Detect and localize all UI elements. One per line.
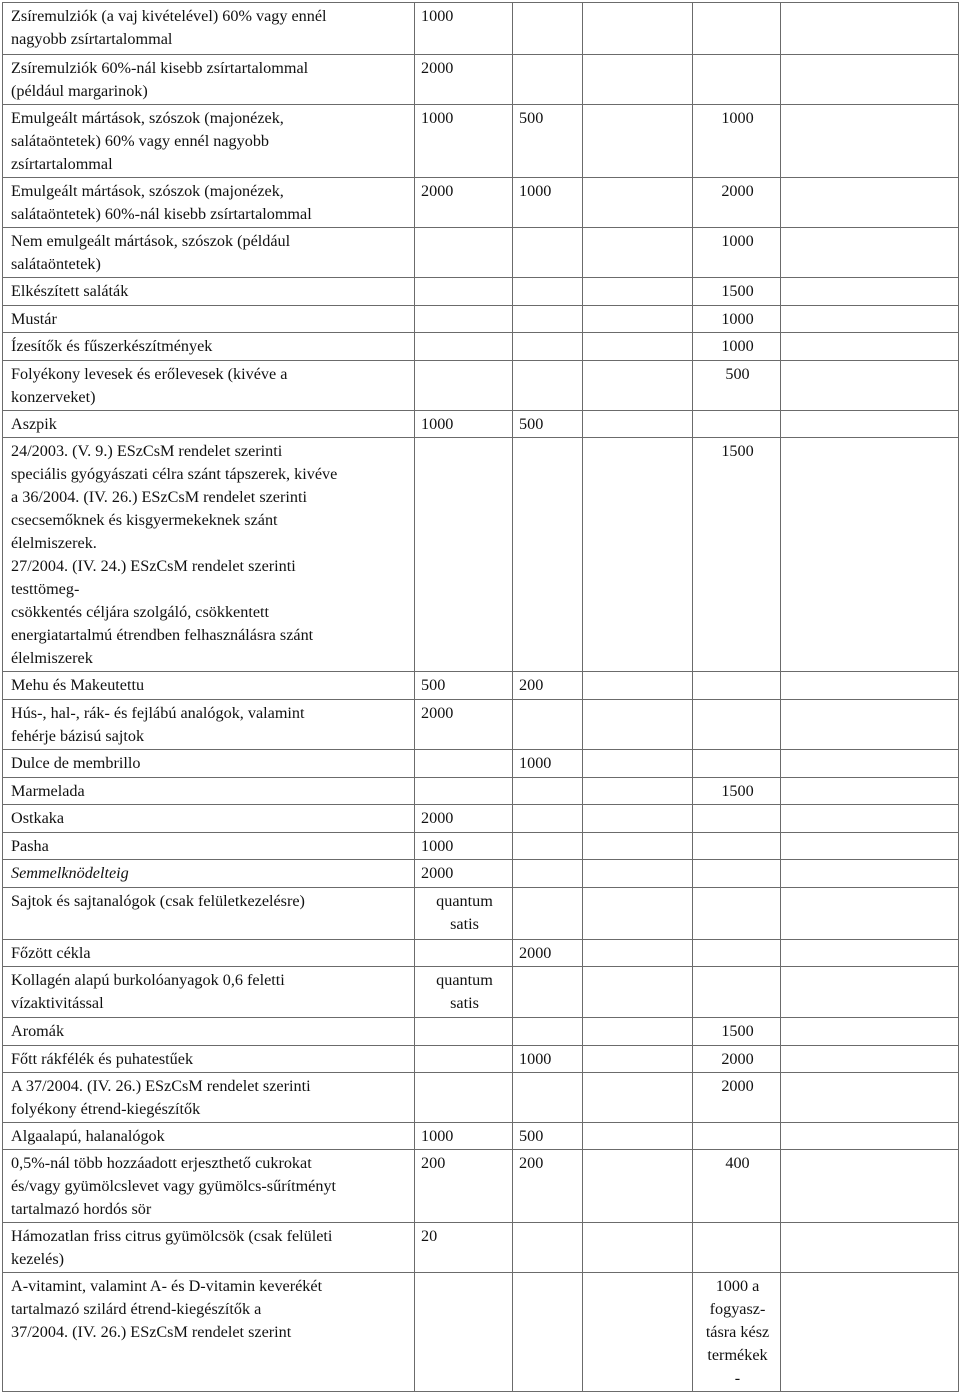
limit-value-1: 200 <box>415 1150 513 1223</box>
limit-value-4: 1500 <box>693 778 781 805</box>
limit-value-1: 1000 <box>415 833 513 860</box>
limit-value-2 <box>513 1073 583 1123</box>
food-category-line: salátaöntetek) 60% vagy ennél nagyobb <box>11 132 270 150</box>
limit-value-1 <box>415 1018 513 1046</box>
limit-value-4: 1500 <box>693 278 781 306</box>
limit-value-3 <box>583 778 693 805</box>
table-row <box>3 178 959 228</box>
limit-value-4: 1000 <box>693 105 781 178</box>
empty-cell <box>781 3 959 55</box>
food-category-cell <box>3 178 415 228</box>
food-category-line: csökkentés céljára szolgáló, csökkentett <box>11 603 270 621</box>
food-category-line: Nem emulgeált mártások, szószok (például <box>11 232 291 250</box>
limit-value-3 <box>583 1123 693 1150</box>
limit-value-4: 2000 <box>693 178 781 228</box>
empty-cell <box>781 1073 959 1123</box>
food-category-cell <box>3 361 415 411</box>
limit-value-2: 2000 <box>513 940 583 967</box>
limit-value-4: 400 <box>693 1150 781 1223</box>
limit-value-2: 500 <box>513 105 583 178</box>
empty-cell <box>781 1018 959 1046</box>
food-category-line: Folyékony levesek és erőlevesek (kivéve a <box>11 365 288 383</box>
table-row <box>3 778 959 805</box>
limit-value-3 <box>583 333 693 361</box>
limit-value-1: 20 <box>415 1223 513 1273</box>
limit-value-3 <box>583 1018 693 1046</box>
food-category-line: 0,5%-nál több hozzáadott erjeszthető cukrokat <box>11 1154 312 1172</box>
limit-value-4 <box>693 411 781 438</box>
food-category-line: 37/2004. (IV. 26.) ESzCsM rendelet szerint <box>11 1323 292 1341</box>
food-category-line: Mehu és Makeutettu <box>11 676 145 694</box>
limit-value-3 <box>583 860 693 888</box>
table-row <box>3 411 959 438</box>
limit-value-4 <box>693 940 781 967</box>
limit-value-1 <box>415 750 513 778</box>
food-category-line: 24/2003. (V. 9.) ESzCsM rendelet szerinti <box>11 442 283 460</box>
limit-value-3 <box>583 105 693 178</box>
food-category-line: Zsíremulziók (a vaj kivételével) 60% vagy ennél <box>11 7 327 25</box>
food-category-line: salátaöntetek) 60%-nál kisebb zsírtartalommal <box>11 205 312 223</box>
food-category-cell <box>3 940 415 967</box>
food-category-line: Aszpik <box>11 415 57 433</box>
table-row <box>3 1223 959 1273</box>
table-row <box>3 1123 959 1150</box>
table-row <box>3 278 959 306</box>
limit-value-3 <box>583 3 693 55</box>
food-category-cell <box>3 228 415 278</box>
limit-value-1 <box>415 967 513 1018</box>
limit-value-2 <box>513 805 583 833</box>
food-category-cell <box>3 1273 415 1392</box>
empty-cell <box>781 700 959 750</box>
table-row <box>3 940 959 967</box>
empty-cell <box>781 306 959 333</box>
limit-value-2 <box>513 1273 583 1392</box>
limit-value-2 <box>513 333 583 361</box>
food-category-line: tartalmazó hordós sör <box>11 1200 152 1218</box>
limit-value-line: 1000 a <box>715 1277 760 1295</box>
limit-value-3 <box>583 1046 693 1073</box>
limit-value-2: 200 <box>513 672 583 700</box>
limit-value-1: 1000 <box>415 105 513 178</box>
food-category-line: A 37/2004. (IV. 26.) ESzCsM rendelet szerinti <box>11 1077 311 1095</box>
limit-value-1 <box>415 228 513 278</box>
food-category-line: Emulgeált mártások, szószok (majonézek, <box>11 109 284 127</box>
food-category-cell <box>3 1123 415 1150</box>
table-row <box>3 672 959 700</box>
limit-value-3 <box>583 940 693 967</box>
food-category-cell <box>3 1073 415 1123</box>
limit-value-4: 1000 <box>693 333 781 361</box>
limit-value-3 <box>583 805 693 833</box>
empty-cell <box>781 833 959 860</box>
food-category-line: Hús-, hal-, rák- és fejlábú analógok, valamint <box>11 704 305 722</box>
food-category-cell <box>3 833 415 860</box>
food-category-cell <box>3 888 415 940</box>
limit-value-3 <box>583 178 693 228</box>
limit-value-4: 1500 <box>693 438 781 672</box>
food-category-line: Zsíremulziók 60%-nál kisebb zsírtartalommal <box>11 59 309 77</box>
limit-value-1: 1000 <box>415 411 513 438</box>
food-category-line: testtömeg- <box>11 580 80 598</box>
food-category-cell <box>3 3 415 55</box>
food-category-cell <box>3 438 415 672</box>
limit-value-4 <box>693 860 781 888</box>
limit-value-3 <box>583 1150 693 1223</box>
limit-value-3 <box>583 700 693 750</box>
limit-value-2 <box>513 438 583 672</box>
limit-value-3 <box>583 306 693 333</box>
table-row <box>3 967 959 1018</box>
table-row <box>3 1018 959 1046</box>
table-row <box>3 888 959 940</box>
limit-value-1: 1000 <box>415 1123 513 1150</box>
limit-value-4 <box>693 833 781 860</box>
limit-value-2: 1000 <box>513 750 583 778</box>
food-category-line: Marmelada <box>11 782 85 800</box>
food-category-cell <box>3 700 415 750</box>
limit-value-2 <box>513 1018 583 1046</box>
limit-value-line: tásra kész <box>705 1323 770 1341</box>
food-category-line: speciális gyógyászati célra szánt tápszerek, kivéve <box>11 465 338 483</box>
table-row <box>3 1073 959 1123</box>
table-row <box>3 833 959 860</box>
food-category-cell <box>3 778 415 805</box>
food-category-cell <box>3 672 415 700</box>
food-category-line: Hámozatlan friss citrus gyümölcsök (csak felületi <box>11 1227 333 1245</box>
limit-value-2 <box>513 3 583 55</box>
food-category-cell <box>3 411 415 438</box>
food-category-line: energiatartalmú étrendben felhasználásra szánt <box>11 626 314 644</box>
limit-value-1: 500 <box>415 672 513 700</box>
food-category-line: csecsemőknek és kisgyermekeknek szánt <box>11 511 278 529</box>
limit-value-4: 2000 <box>693 1046 781 1073</box>
empty-cell <box>781 967 959 1018</box>
limit-value-2: 1000 <box>513 178 583 228</box>
table-row <box>3 306 959 333</box>
limit-value-3 <box>583 55 693 105</box>
food-category-cell <box>3 967 415 1018</box>
food-category-line: Algaalapú, halanalógok <box>11 1127 165 1145</box>
food-category-cell <box>3 333 415 361</box>
empty-cell <box>781 860 959 888</box>
food-category-line: folyékony étrend-kiegészítők <box>11 1100 201 1118</box>
food-category-cell <box>3 1046 415 1073</box>
limit-value-3 <box>583 1073 693 1123</box>
table-row <box>3 700 959 750</box>
food-category-line: konzerveket) <box>11 388 96 406</box>
food-category-line: élelmiszerek <box>11 649 93 667</box>
empty-cell <box>781 1046 959 1073</box>
empty-cell <box>781 361 959 411</box>
limit-value-4 <box>693 1273 781 1392</box>
limit-value-1 <box>415 1046 513 1073</box>
empty-cell <box>781 1273 959 1392</box>
limit-value-1 <box>415 1273 513 1392</box>
limit-value-3 <box>583 1273 693 1392</box>
food-category-line: Emulgeált mártások, szószok (majonézek, <box>11 182 284 200</box>
food-category-cell <box>3 1150 415 1223</box>
empty-cell <box>781 333 959 361</box>
quantum-satis-text: quantum satis <box>436 892 493 933</box>
food-category-line: és/vagy gyümölcslevet vagy gyümölcs-sűrítményt <box>11 1177 337 1195</box>
limit-value-4 <box>693 1223 781 1273</box>
limit-value-1 <box>415 888 513 940</box>
limit-value-3 <box>583 228 693 278</box>
food-category-line: élelmiszerek. <box>11 534 97 552</box>
table-row <box>3 361 959 411</box>
table-row <box>3 333 959 361</box>
food-category-cell <box>3 105 415 178</box>
limit-value-line: - <box>734 1369 741 1387</box>
limit-value-3 <box>583 672 693 700</box>
limit-value-line: termékek <box>707 1346 768 1364</box>
food-category-line: Mustár <box>11 310 57 328</box>
limit-value-1 <box>415 940 513 967</box>
limit-value-1: 2000 <box>415 55 513 105</box>
food-category-line: Aromák <box>11 1022 65 1040</box>
food-category-line: Elkészített saláták <box>11 282 129 300</box>
empty-cell <box>781 672 959 700</box>
food-category-line: Semmelknödelteig <box>11 864 129 882</box>
food-category-line: (például margarinok) <box>11 82 148 100</box>
food-category-line: Dulce de membrillo <box>11 754 141 772</box>
empty-cell <box>781 1150 959 1223</box>
limit-value-3 <box>583 361 693 411</box>
food-category-line: tartalmazó szilárd étrend-kiegészítők a <box>11 1300 262 1318</box>
empty-cell <box>781 888 959 940</box>
empty-cell <box>781 278 959 306</box>
limit-value-1 <box>415 278 513 306</box>
limit-value-1 <box>415 778 513 805</box>
limit-value-2 <box>513 55 583 105</box>
empty-cell <box>781 55 959 105</box>
limit-value-4: 1000 <box>693 306 781 333</box>
limit-value-1: 2000 <box>415 700 513 750</box>
table-row <box>3 1046 959 1073</box>
food-category-line: kezelés) <box>11 1250 65 1268</box>
limit-value-1 <box>415 333 513 361</box>
food-category-cell <box>3 860 415 888</box>
empty-cell <box>781 805 959 833</box>
table-row <box>3 805 959 833</box>
limit-value-2 <box>513 778 583 805</box>
table-body <box>3 3 959 1392</box>
limit-value-4: 500 <box>693 361 781 411</box>
limit-value-2 <box>513 967 583 1018</box>
empty-cell <box>781 411 959 438</box>
limit-value-1 <box>415 306 513 333</box>
limit-value-4: 2000 <box>693 1073 781 1123</box>
food-category-line: Sajtok és sajtanalógok (csak felületkezelésre) <box>11 892 305 910</box>
limit-value-3 <box>583 278 693 306</box>
empty-cell <box>781 1123 959 1150</box>
limit-value-line: fogyasz- <box>709 1300 766 1318</box>
table-row <box>3 750 959 778</box>
food-category-cell <box>3 805 415 833</box>
limit-value-3 <box>583 750 693 778</box>
food-category-line: Kollagén alapú burkolóanyagok 0,6 feletti <box>11 971 285 989</box>
limit-value-2: 200 <box>513 1150 583 1223</box>
food-category-line: Ízesítők és fűszerkészítmények <box>11 337 213 355</box>
limit-value-4 <box>693 700 781 750</box>
food-category-line: Pasha <box>11 837 49 855</box>
limit-value-2 <box>513 700 583 750</box>
limit-value-1 <box>415 438 513 672</box>
empty-cell <box>781 228 959 278</box>
food-category-cell <box>3 1018 415 1046</box>
limit-value-1: 2000 <box>415 805 513 833</box>
limit-value-2 <box>513 888 583 940</box>
table-row <box>3 1150 959 1223</box>
limit-value-2: 500 <box>513 411 583 438</box>
limit-value-4 <box>693 55 781 105</box>
food-category-line: Ostkaka <box>11 809 65 827</box>
limit-value-3 <box>583 438 693 672</box>
table-row <box>3 228 959 278</box>
empty-cell <box>781 438 959 672</box>
food-category-cell <box>3 750 415 778</box>
limit-value-4 <box>693 1123 781 1150</box>
limit-value-2 <box>513 306 583 333</box>
table-row <box>3 105 959 178</box>
food-category-cell <box>3 278 415 306</box>
table-row <box>3 1273 959 1392</box>
limit-value-4 <box>693 805 781 833</box>
food-category-line: salátaöntetek) <box>11 255 101 273</box>
limit-value-3 <box>583 888 693 940</box>
limit-value-4 <box>693 3 781 55</box>
empty-cell <box>781 105 959 178</box>
food-category-cell <box>3 306 415 333</box>
table-row <box>3 3 959 55</box>
food-category-line: a 36/2004. (IV. 26.) ESzCsM rendelet szerinti <box>11 488 307 506</box>
food-category-cell <box>3 1223 415 1273</box>
limit-value-2: 1000 <box>513 1046 583 1073</box>
limit-value-1 <box>415 361 513 411</box>
limit-value-4: 1500 <box>693 1018 781 1046</box>
limit-value-3 <box>583 967 693 1018</box>
food-category-line: vízaktivitással <box>11 994 104 1012</box>
limit-value-4: 1000 <box>693 228 781 278</box>
limit-value-3 <box>583 411 693 438</box>
empty-cell <box>781 778 959 805</box>
limit-value-3 <box>583 1223 693 1273</box>
food-category-line: Főzött cékla <box>11 944 91 962</box>
food-category-cell <box>3 55 415 105</box>
food-category-line: nagyobb zsírtartalommal <box>11 30 173 48</box>
limit-value-2 <box>513 833 583 860</box>
food-category-line: 27/2004. (IV. 24.) ESzCsM rendelet szerinti <box>11 557 296 575</box>
food-category-line: zsírtartalommal <box>11 155 113 173</box>
limit-value-4 <box>693 750 781 778</box>
limit-value-3 <box>583 833 693 860</box>
limit-value-4 <box>693 967 781 1018</box>
additive-limits-table <box>2 2 959 1392</box>
limit-value-2 <box>513 860 583 888</box>
table-row <box>3 438 959 672</box>
quantum-satis-text: quantum satis <box>436 971 493 1012</box>
food-category-line: A-vitamint, valamint A- és D-vitamin keverékét <box>11 1277 323 1295</box>
limit-value-2 <box>513 228 583 278</box>
table-row <box>3 860 959 888</box>
empty-cell <box>781 1223 959 1273</box>
limit-value-2 <box>513 278 583 306</box>
limit-value-2: 500 <box>513 1123 583 1150</box>
limit-value-1: 1000 <box>415 3 513 55</box>
empty-cell <box>781 178 959 228</box>
limit-value-2 <box>513 1223 583 1273</box>
table-row <box>3 55 959 105</box>
limit-value-2 <box>513 361 583 411</box>
food-category-line: Főtt rákfélék és puhatestűek <box>11 1050 194 1068</box>
limit-value-1: 2000 <box>415 860 513 888</box>
empty-cell <box>781 940 959 967</box>
limit-value-4 <box>693 888 781 940</box>
limit-value-1 <box>415 1073 513 1123</box>
limit-value-4 <box>693 672 781 700</box>
empty-cell <box>781 750 959 778</box>
food-category-line: fehérje bázisú sajtok <box>11 727 145 745</box>
limit-value-1: 2000 <box>415 178 513 228</box>
